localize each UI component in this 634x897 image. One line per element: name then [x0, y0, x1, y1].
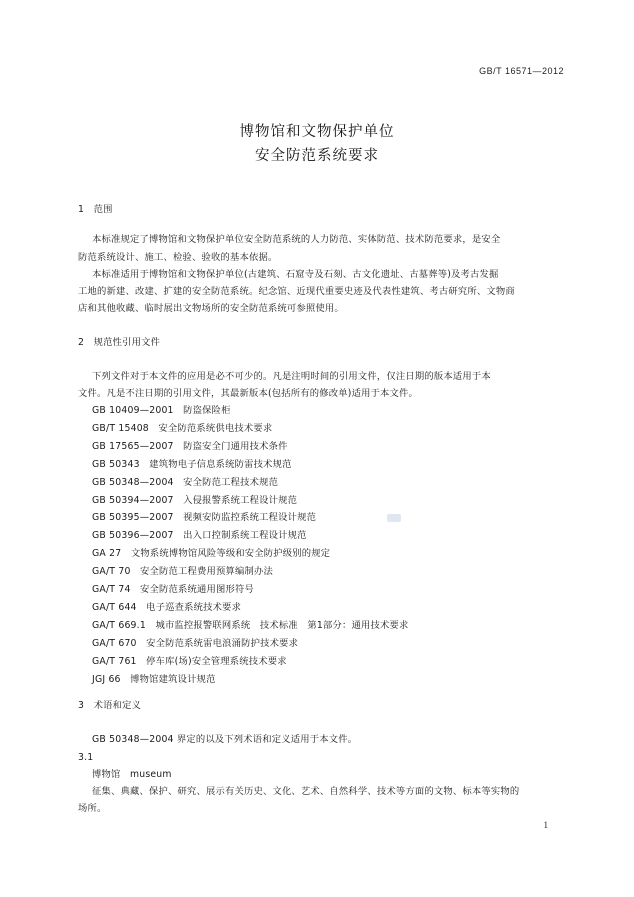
section-1-para-line: 店和其他收藏、临时展出文物场所的安全防范系统可参照使用。	[78, 303, 344, 314]
reference-item: GA/T 669.1 城市监控报警联网系统 技术标准 第1部分：通用技术要求	[92, 620, 409, 631]
document-code: GB/T 16571—2012	[479, 66, 564, 76]
reference-item: GB 50343 建筑物电子信息系统防雷技术规范	[92, 459, 292, 470]
document-title-line2: 安全防范系统要求	[255, 148, 379, 164]
reference-item: GA/T 670 安全防范系统雷电浪涌防护技术要求	[92, 638, 299, 649]
reference-item: GB 10409—2001 防盗保险柜	[92, 405, 231, 416]
reference-item: GA/T 74 安全防范系统通用图形符号	[92, 584, 255, 595]
section-2-heading: 2 规范性引用文件	[78, 337, 161, 348]
section-1-heading: 1 范围	[78, 204, 113, 215]
reference-item: GA 27 文物系统博物馆风险等级和安全防护级别的规定	[92, 548, 331, 559]
section-3-heading: 3 术语和定义	[78, 700, 142, 711]
section-1-para-line: 工地的新建、改建、扩建的安全防范系统。纪念馆、近现代重要史迹及代表性建筑、考古研究所、文物商	[78, 286, 515, 297]
section-2-para-line: 文件。凡是不注日期的引用文件，其最新版本(包括所有的修改单)适用于本文件。	[78, 388, 419, 399]
term-definition-line: 征集、典藏、保护、研究、展示有关历史、文化、艺术、自然科学、技术等方面的文物、标本等实物的	[92, 786, 520, 797]
reference-item: GA/T 644 电子巡查系统技术要求	[92, 602, 242, 613]
section-3-para-line: GB 50348—2004 界定的以及下列术语和定义适用于本文件。	[92, 734, 358, 745]
reference-item: GA/T 761 停车库(场)安全管理系统技术要求	[92, 656, 287, 667]
reference-item: GB 50396—2007 出入口控制系统工程设计规范	[92, 530, 307, 541]
subsection-number: 3.1	[78, 752, 94, 763]
term-definition-line: 场所。	[78, 803, 107, 814]
reference-item: GB/T 15408 安全防范系统供电技术要求	[92, 423, 273, 434]
page-number: 1	[543, 820, 548, 830]
section-1-para-line: 防范系统设计、施工、检验、验收的基本依据。	[78, 252, 278, 263]
reference-item: GB 50394—2007 入侵报警系统工程设计规范	[92, 495, 298, 506]
term-title: 博物馆 museum	[92, 769, 172, 780]
watermark-mark	[387, 514, 401, 522]
reference-item: GB 50348—2004 安全防范工程技术规范	[92, 477, 279, 488]
section-2-para-line: 下列文件对于本文件的应用是必不可少的。凡是注明时间的引用文件，仅注日期的版本适用于本	[92, 371, 491, 382]
section-1-para-line: 本标准规定了博物馆和文物保护单位安全防范系统的人力防范、实体防范、技术防范要求，是安全	[92, 234, 501, 245]
reference-item: GB 50395—2007 视频安防监控系统工程设计规范	[92, 512, 317, 523]
section-1-para-line: 本标准适用于博物馆和文物保护单位(古建筑、石窟寺及石刻、古文化遗址、古墓葬等)及考古发掘	[92, 269, 499, 280]
document-title-line1: 博物馆和文物保护单位	[239, 124, 395, 140]
reference-item: JGJ 66 博物馆建筑设计规范	[92, 674, 216, 685]
reference-item: GA/T 70 安全防范工程费用预算编制办法	[92, 566, 274, 577]
reference-item: GB 17565—2007 防盗安全门通用技术条件	[92, 441, 288, 452]
